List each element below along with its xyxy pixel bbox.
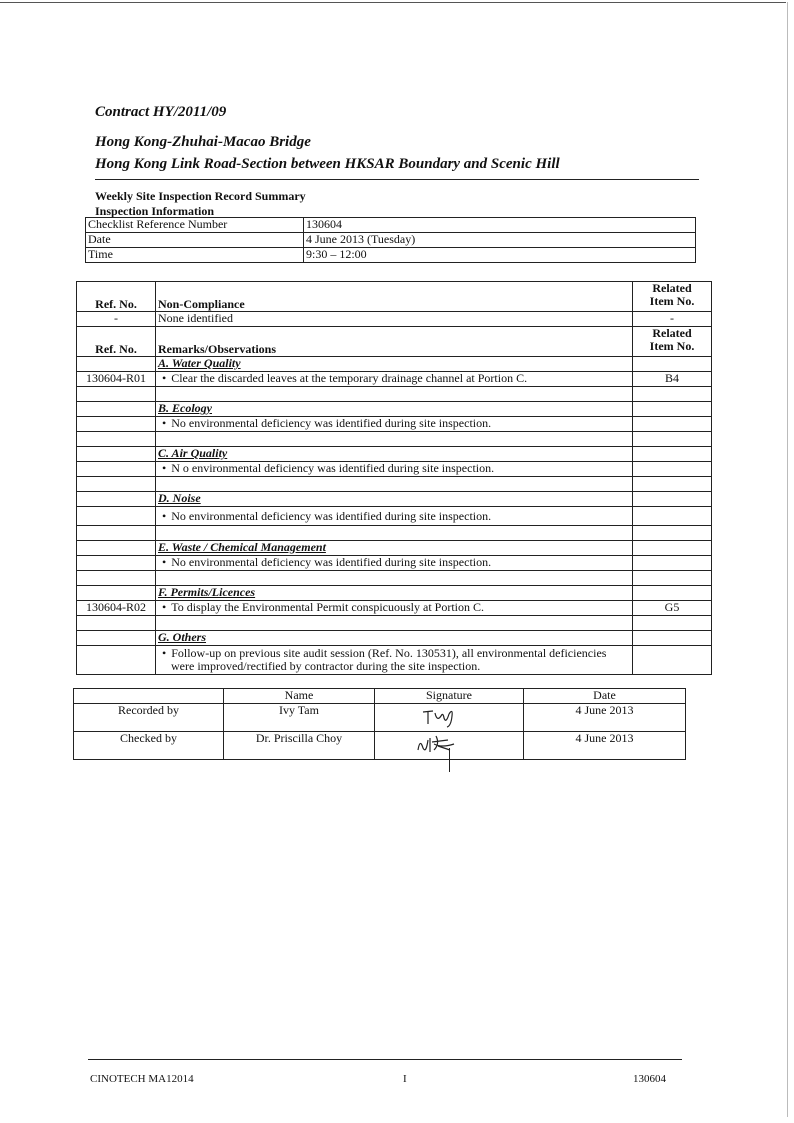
noncompliance-ref: - — [77, 312, 156, 327]
remark-row — [77, 601, 712, 616]
remark-item: B4 — [633, 372, 712, 387]
signoff-row — [74, 704, 686, 732]
category-title-row — [77, 586, 712, 601]
summary-title: Weekly Site Inspection Record Summary — [95, 189, 306, 203]
remark-ref — [77, 417, 156, 432]
signoff-date: 4 June 2013 — [524, 704, 686, 732]
remark-text: • Clear the discarded leaves at the temporary drainage channel at Portion C. — [156, 372, 633, 387]
signoff-header-name: Name — [224, 689, 375, 704]
remark-ref — [77, 462, 156, 477]
remark-ref — [77, 556, 156, 571]
remark-row — [77, 462, 712, 477]
col-remarks-header: Remarks/Observations — [156, 327, 633, 357]
remark-text: • To display the Environmental Permit conspicuously at Portion C. — [156, 601, 633, 616]
info-value: 9:30 – 12:00 — [304, 248, 696, 263]
signoff-name: Ivy Tam — [224, 704, 375, 732]
info-row — [86, 233, 696, 248]
info-label: Checklist Reference Number — [86, 218, 304, 233]
signoff-signature — [375, 704, 524, 732]
category-title: D. Noise — [156, 492, 633, 507]
spacer-row — [77, 477, 712, 492]
remark-row — [77, 556, 712, 571]
signoff-header-signature: Signature — [375, 689, 524, 704]
footer-right: 130604 — [633, 1073, 666, 1085]
remark-ref — [77, 507, 156, 526]
info-row — [86, 248, 696, 263]
col-ref-header: Ref. No. — [77, 282, 156, 312]
info-label: Time — [86, 248, 304, 263]
footer-rule — [88, 1059, 682, 1060]
scan-top-edge — [0, 2, 786, 3]
remarks-header-row — [77, 327, 712, 357]
col-noncompliance-header: Non-Compliance — [156, 282, 633, 312]
col-related-header: Related Item No. — [633, 282, 712, 312]
signoff-table — [73, 688, 686, 760]
remark-text: • Follow-up on previous site audit session (Ref. No. 130531), all environmental deficiencies were improved/rectified by contractor during the site inspection. — [156, 646, 633, 675]
remark-ref: 130604-R02 — [77, 601, 156, 616]
signoff-name: Dr. Priscilla Choy — [224, 732, 375, 760]
spacer-row — [77, 571, 712, 586]
info-title: Inspection Information — [95, 204, 215, 218]
remark-text: • No environmental deficiency was identified during site inspection. — [156, 507, 633, 526]
remark-row — [77, 417, 712, 432]
scan-right-edge — [787, 2, 788, 1117]
category-title: F. Permits/Licences — [156, 586, 633, 601]
footer-page-number: I — [403, 1073, 407, 1085]
noncompliance-header-row — [77, 282, 712, 312]
remark-item — [633, 646, 712, 675]
signoff-header-date: Date — [524, 689, 686, 704]
spacer-row — [77, 432, 712, 447]
category-title: A. Water Quality — [156, 357, 633, 372]
info-label: Date — [86, 233, 304, 248]
header-rule — [95, 179, 699, 180]
spacer-row — [77, 526, 712, 541]
remark-item — [633, 556, 712, 571]
spacer-row — [77, 616, 712, 631]
category-title-row — [77, 541, 712, 556]
signoff-header-blank — [74, 689, 224, 704]
remark-item — [633, 507, 712, 526]
category-title: B. Ecology — [156, 402, 633, 417]
remark-item — [633, 462, 712, 477]
category-title-row — [77, 402, 712, 417]
project-title: Hong Kong-Zhuhai-Macao Bridge — [95, 134, 311, 150]
remark-row — [77, 646, 712, 675]
footer-left: CINOTECH MA12014 — [90, 1073, 194, 1085]
category-title-row — [77, 447, 712, 462]
signoff-role: Recorded by — [74, 704, 224, 732]
noncompliance-row — [77, 312, 712, 327]
signature-mark — [419, 704, 479, 728]
section-title: Hong Kong Link Road-Section between HKSAR Boundary and Scenic Hill — [95, 156, 560, 172]
spacer-row — [77, 387, 712, 402]
category-title: E. Waste / Chemical Management — [156, 541, 633, 556]
category-title-row — [77, 492, 712, 507]
info-row — [86, 218, 696, 233]
signoff-header-row — [74, 689, 686, 704]
signoff-row — [74, 732, 686, 760]
remark-row — [77, 507, 712, 526]
noncompliance-text: None identified — [156, 312, 633, 327]
category-title-row — [77, 357, 712, 372]
category-title: C. Air Quality — [156, 447, 633, 462]
category-title-row — [77, 631, 712, 646]
signoff-date: 4 June 2013 — [524, 732, 686, 760]
signature-tail — [449, 748, 450, 772]
remark-text: • No environmental deficiency was identified during site inspection. — [156, 417, 633, 432]
remark-row — [77, 372, 712, 387]
remark-item — [633, 417, 712, 432]
inspection-info-table — [85, 217, 696, 263]
col-related-header: Related Item No. — [633, 327, 712, 357]
category-title: G. Others — [156, 631, 633, 646]
info-value: 130604 — [304, 218, 696, 233]
signoff-role: Checked by — [74, 732, 224, 760]
contract-title: Contract HY/2011/09 — [95, 104, 227, 120]
remark-ref — [77, 646, 156, 675]
info-value: 4 June 2013 (Tuesday) — [304, 233, 696, 248]
col-ref-header: Ref. No. — [77, 327, 156, 357]
remark-text: • No environmental deficiency was identified during site inspection. — [156, 556, 633, 571]
inspection-record-table — [76, 281, 712, 675]
noncompliance-item: - — [633, 312, 712, 327]
remark-item: G5 — [633, 601, 712, 616]
remark-ref: 130604-R01 — [77, 372, 156, 387]
remark-text: • N o environmental deficiency was identified during site inspection. — [156, 462, 633, 477]
